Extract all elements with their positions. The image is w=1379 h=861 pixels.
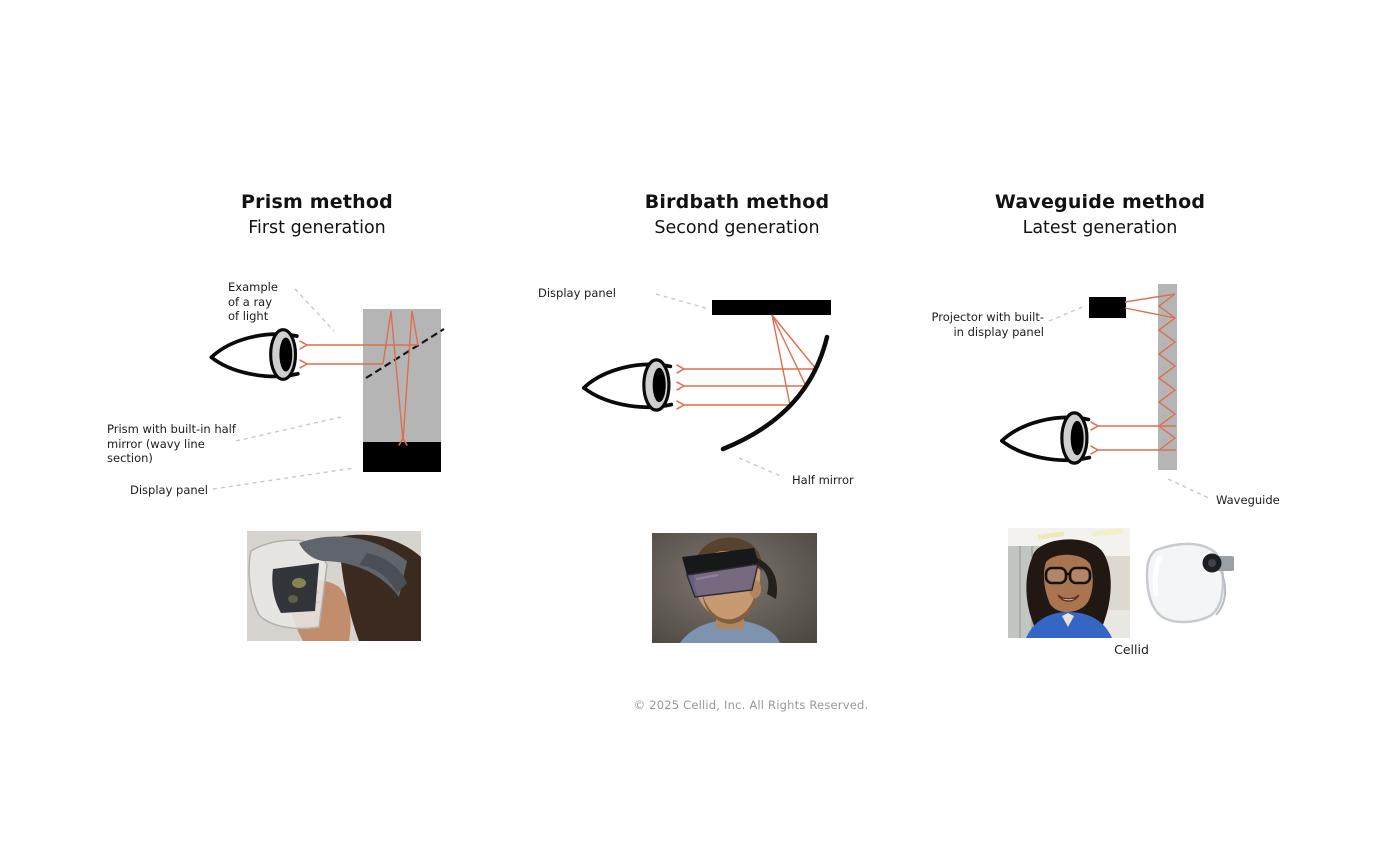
- cellid-caption: Cellid: [1114, 642, 1149, 657]
- birdbath-display-panel: [712, 300, 831, 315]
- leader-display-panel: [656, 294, 709, 309]
- label-prism-half-mirror: [107, 422, 236, 466]
- eye-icon: [584, 360, 671, 410]
- leader-projector: [1049, 306, 1085, 321]
- birdbath-diagram: [584, 294, 831, 477]
- label-line: in display panel: [953, 324, 1044, 339]
- half-mirror-curve: [723, 337, 827, 449]
- eye-icon: [1002, 413, 1089, 463]
- label-prism-display-panel: Display panel: [130, 483, 208, 497]
- subtitle-latest-generation: Latest generation: [1022, 218, 1178, 238]
- label-ray-example: [228, 280, 278, 324]
- label-line: section): [107, 451, 153, 466]
- leader-prism-label: [236, 417, 341, 441]
- leader-ray-example: [295, 289, 334, 331]
- prism-display-panel: [363, 442, 441, 472]
- leader-half-mirror: [739, 458, 783, 477]
- title-prism-method: Prism method: [241, 191, 393, 213]
- label-half-mirror: Half mirror: [792, 473, 854, 487]
- leader-waveguide: [1168, 479, 1211, 499]
- cellid-glasses-photo: [1138, 540, 1238, 628]
- birdbath-ray-path: [684, 315, 816, 405]
- prism-headset-photo: [247, 531, 421, 641]
- title-waveguide-method: Waveguide method: [994, 191, 1206, 213]
- subtitle-second-generation: Second generation: [654, 218, 820, 238]
- label-line: Projector with built-: [931, 310, 1044, 324]
- label-line: Example: [228, 280, 278, 294]
- cellid-wearer-photo: [1008, 528, 1130, 638]
- subtitle-first-generation: First generation: [248, 218, 386, 238]
- copyright-text: © 2025 Cellid, Inc. All Rights Reserved.: [633, 698, 869, 712]
- projector-box: [1089, 297, 1126, 318]
- label-line: Prism with built-in half: [107, 422, 236, 436]
- eye-icon: [211, 330, 297, 380]
- birdbath-glasses-photo: [652, 533, 817, 643]
- label-birdbath-display-panel: Display panel: [538, 286, 616, 300]
- label-line: mirror (wavy line: [107, 436, 205, 451]
- label-waveguide: Waveguide: [1216, 493, 1280, 507]
- leader-display-panel: [213, 468, 354, 489]
- title-birdbath-method: Birdbath method: [644, 191, 830, 213]
- label-projector: [893, 310, 1044, 339]
- prism-body: [363, 309, 441, 442]
- label-line: of light: [228, 309, 269, 324]
- label-line: of a ray: [228, 294, 273, 309]
